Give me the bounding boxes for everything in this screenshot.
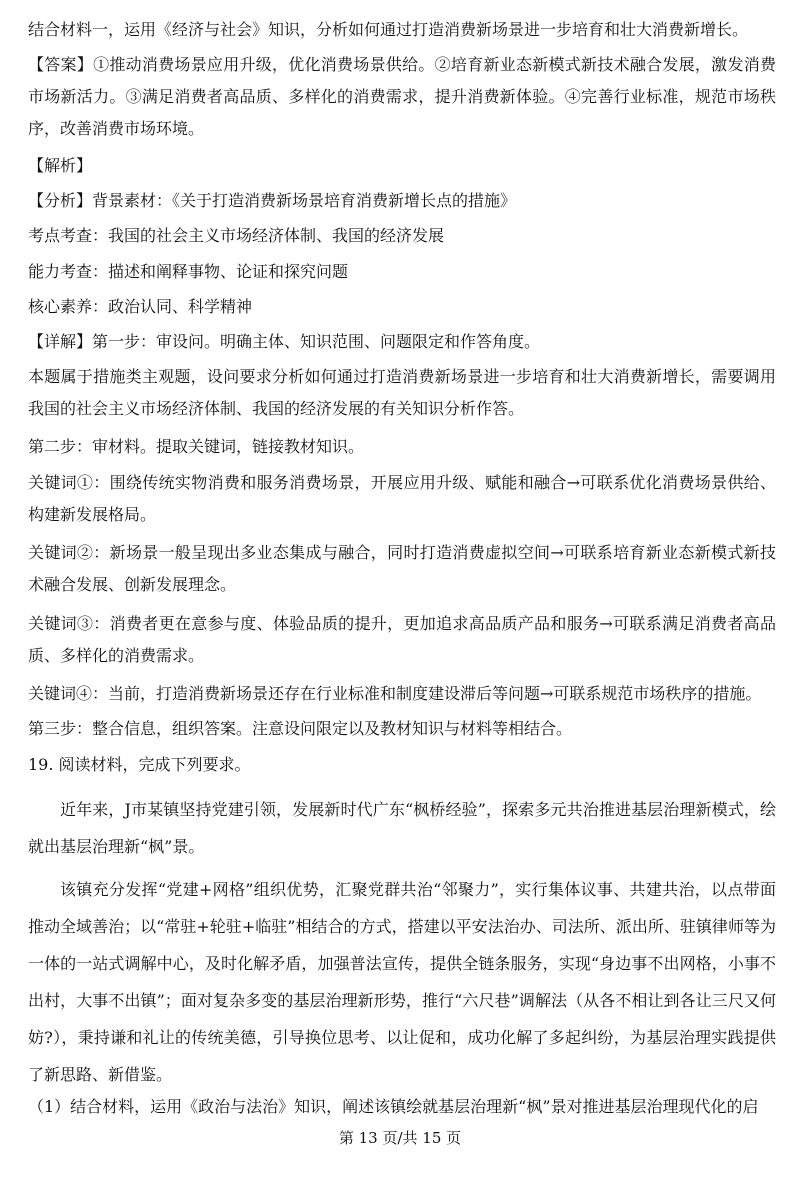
question-prompt: 结合材料一，运用《经济与社会》知识，分析如何通过打造消费新场景进一步培育和壮大消费新增长。 [28,20,749,39]
question-type-explanation: 本题属于措施类主观题，设问要求分析如何通过打造消费新场景进一步培育和壮大消费新增长，需要调用我国的社会主义市场经济体制、我国的经济发展的有关知识分析作答。 [28,367,776,418]
keyword-three: 关键词③：消费者更在意参与度、体验品质的提升，更加追求高品质产品和服务→可联系满足消费者高品质、多样化的消费需求。 [28,614,776,665]
core-literacy: 核心素养：政治认同、科学精神 [28,297,253,316]
exam-points: 考点考查：我国的社会主义市场经济体制、我国的经济发展 [28,226,445,245]
keyword-one: 关键词①：围绕传统实物消费和服务消费场景，开展应用升级、赋能和融合→可联系优化消费场景供给、构建新发展格局。 [28,473,776,524]
analysis-background: 【分析】背景素材：《关于打造消费新场景培育消费新增长点的措施》 [28,191,517,210]
material-paragraph-one: 近年来，J市某镇坚持党建引领，发展新时代广东“枫桥经验”，探索多元共治推进基层治理新模式，绘就出基层治理新“枫”景。 [28,800,776,856]
detail-step-two: 第二步：审材料。提取关键词，链接教材知识。 [28,437,365,456]
question-19-title: 19. 阅读材料，完成下列要求。 [28,755,251,774]
keyword-four: 关键词④：当前，打造消费新场景还存在行业标准和制度建设滞后等问题→可联系规范市场秩序的措施。 [28,684,762,703]
detail-step-one: 【详解】第一步：审设问。明确主体、知识范围、问题限定和作答角度。 [28,332,541,351]
keyword-two: 关键词②：新场景一般呈现出多业态集成与融合，同时打造消费虚拟空间→可联系培育新业态新模式新技术融合发展、创新发展理念。 [28,543,776,594]
ability-points: 能力考查：描述和阐释事物、论证和探究问题 [28,262,349,281]
page-number-footer: 第 13 页/共 15 页 [338,1129,462,1147]
detail-step-three: 第三步：整合信息，组织答案。注意设问限定以及教材知识与材料等相结合。 [28,719,573,738]
sub-question-1: （1）结合材料，运用《政治与法治》知识，阐述该镇绘就基层治理新“枫”景对推进基层治理现代化的启 [28,1097,759,1116]
material-paragraph-two: 该镇充分发挥“党建+网格”组织优势，汇聚党群共治“邻聚力”，实行集体议事、共建共治，以点带面推动全域善治；以“常驻+轮驻+临驻”相结合的方式，搭建以平安法治办、司法所、派出所、驻镇律师等为一体的一站式调解中心，及时化解矛盾，加强普法宣传，提供全链条服务，实现“身边事不出网格，小事不出村，大事不出镇”；面对复杂多变的基层治理新形势，推行“六尺巷”调解法（从各不相让到各让三尺又何妨?），秉持谦和礼让的传统美德，引导换位思考、以让促和，成功化解了多起纠纷，为基层治理实践提供了新思路、新借鉴。 [28,880,776,1084]
answer-block: 【答案】①推动消费场景应用升级，优化消费场景供给。②培育新业态新模式新技术融合发展，激发消费市场新活力。③满足消费者高品质、多样化的消费需求，提升消费新体验。④完善行业标准，规范市场秩序，改善消费市场环境。 [28,55,776,138]
analysis-heading: 【解析】 [28,156,93,175]
